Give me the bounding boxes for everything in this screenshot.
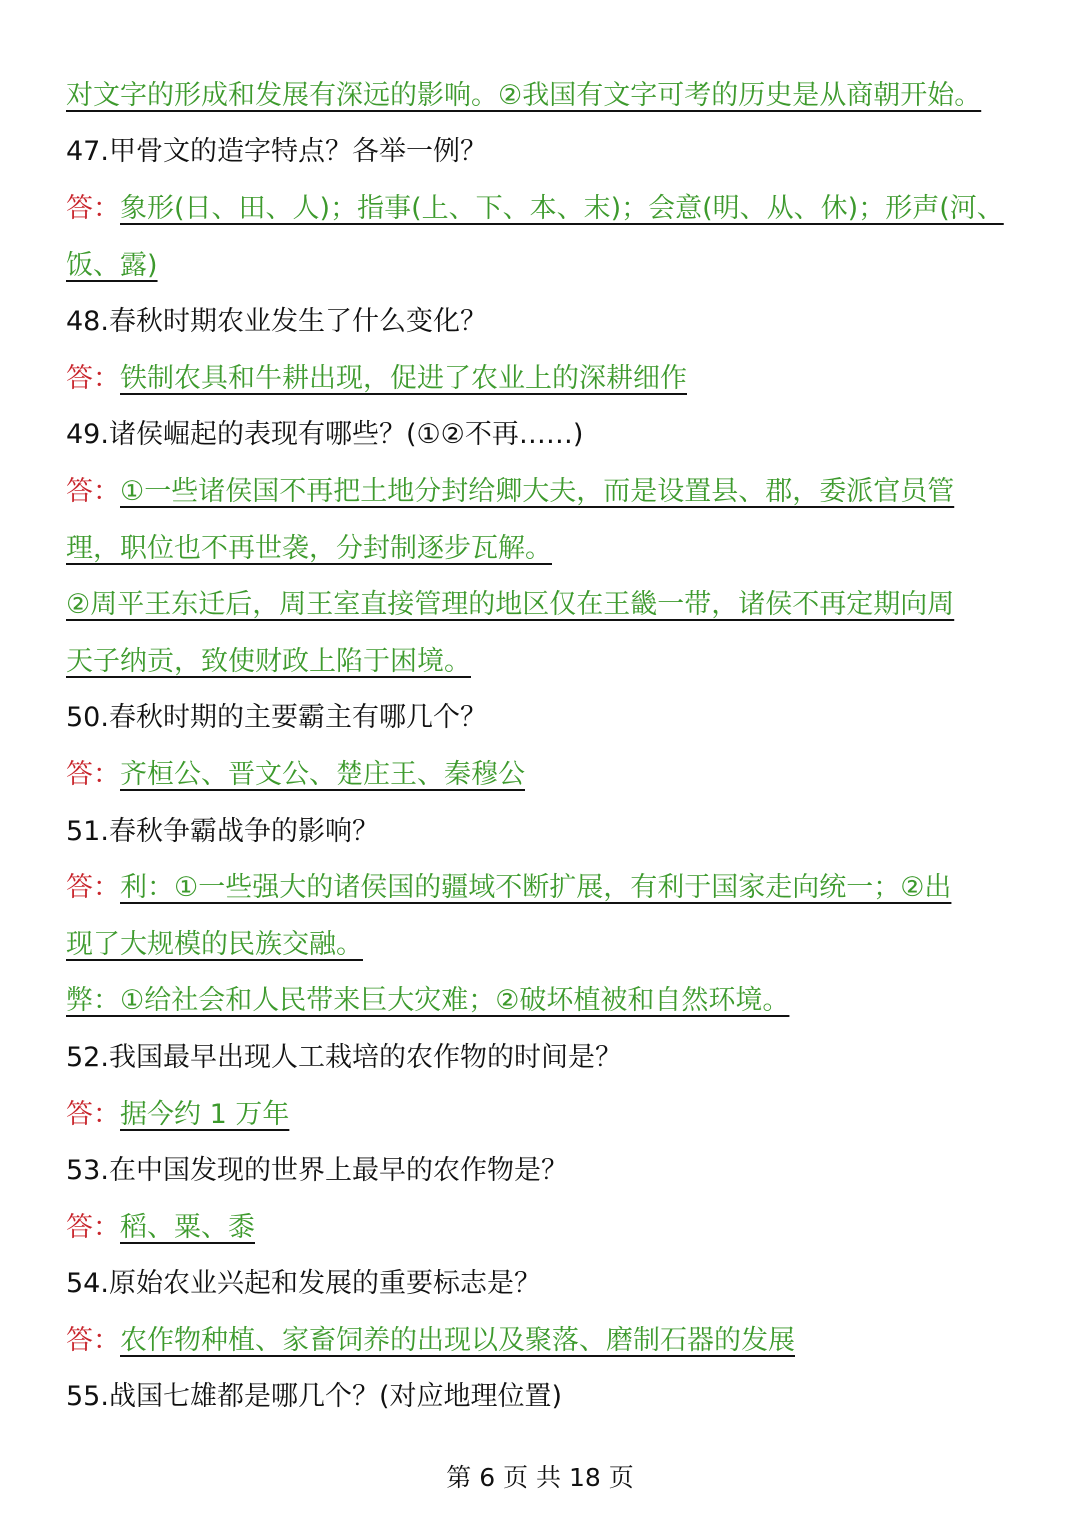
answer-label: 答： (66, 1212, 120, 1243)
answer-52: 答：据今约 1 万年 (66, 1099, 290, 1130)
question-49: 49.诸侯崛起的表现有哪些？(①②不再……) (66, 419, 584, 450)
answer-54: 答：农作物种植、家畜饲养的出现以及聚落、磨制石器的发展 (66, 1325, 795, 1356)
answer-label: 答： (66, 476, 120, 507)
question-47: 47.甲骨文的造字特点？各举一例？ (66, 136, 487, 167)
answer-51: 答：利：①一些强大的诸侯国的疆域不断扩展，有利于国家走向统一；②出 (66, 872, 952, 903)
answer-continuation-line: 对文字的形成和发展有深远的影响。②我国有文字可考的历史是从商朝开始。 (66, 80, 982, 111)
question-53: 53.在中国发现的世界上最早的农作物是？ (66, 1155, 568, 1186)
page-number-footer: 第 6 页 共 18 页 (446, 1463, 634, 1492)
question-50: 50.春秋时期的主要霸主有哪几个？ (66, 702, 487, 733)
question-51: 51.春秋争霸战争的影响？ (66, 816, 379, 847)
answer-50: 答：齐桓公、晋文公、楚庄王、秦穆公 (66, 759, 525, 790)
answer-label: 答： (66, 1325, 120, 1356)
answer-continuation-line: ②周平王东迁后，周王室直接管理的地区仅在王畿一带，诸侯不再定期向周 (66, 589, 955, 620)
answer-label: 答： (66, 193, 120, 224)
answer-48: 答：铁制农具和牛耕出现，促进了农业上的深耕细作 (66, 363, 687, 394)
question-55: 55.战国七雄都是哪几个？(对应地理位置) (66, 1381, 563, 1412)
answer-49: 答：①一些诸侯国不再把土地分封给卿大夫，而是设置县、郡，委派官员管 (66, 476, 955, 507)
answer-continuation-line: 现了大规模的民族交融。 (66, 929, 363, 960)
question-54: 54.原始农业兴起和发展的重要标志是？ (66, 1268, 541, 1299)
answer-continuation-line: 天子纳贡，致使财政上陷于困境。 (66, 646, 471, 677)
answer-continuation-line: 理，职位也不再世袭，分封制逐步瓦解。 (66, 533, 552, 564)
answer-label: 答： (66, 363, 120, 394)
answer-label: 答： (66, 1099, 120, 1130)
answer-continuation-line: 饭、露) (66, 250, 158, 281)
answer-53: 答：稻、粟、黍 (66, 1212, 255, 1243)
question-48: 48.春秋时期农业发生了什么变化？ (66, 306, 487, 337)
answer-label: 答： (66, 872, 120, 903)
question-52: 52.我国最早出现人工栽培的农作物的时间是？ (66, 1042, 622, 1073)
answer-label: 答： (66, 759, 120, 790)
answer-47: 答：象形(日、田、人)；指事(上、下、本、末)；会意(明、从、休)；形声(河、 (66, 193, 1004, 224)
answer-continuation-line: 弊：①给社会和人民带来巨大灾难；②破坏植被和自然环境。 (66, 985, 790, 1016)
